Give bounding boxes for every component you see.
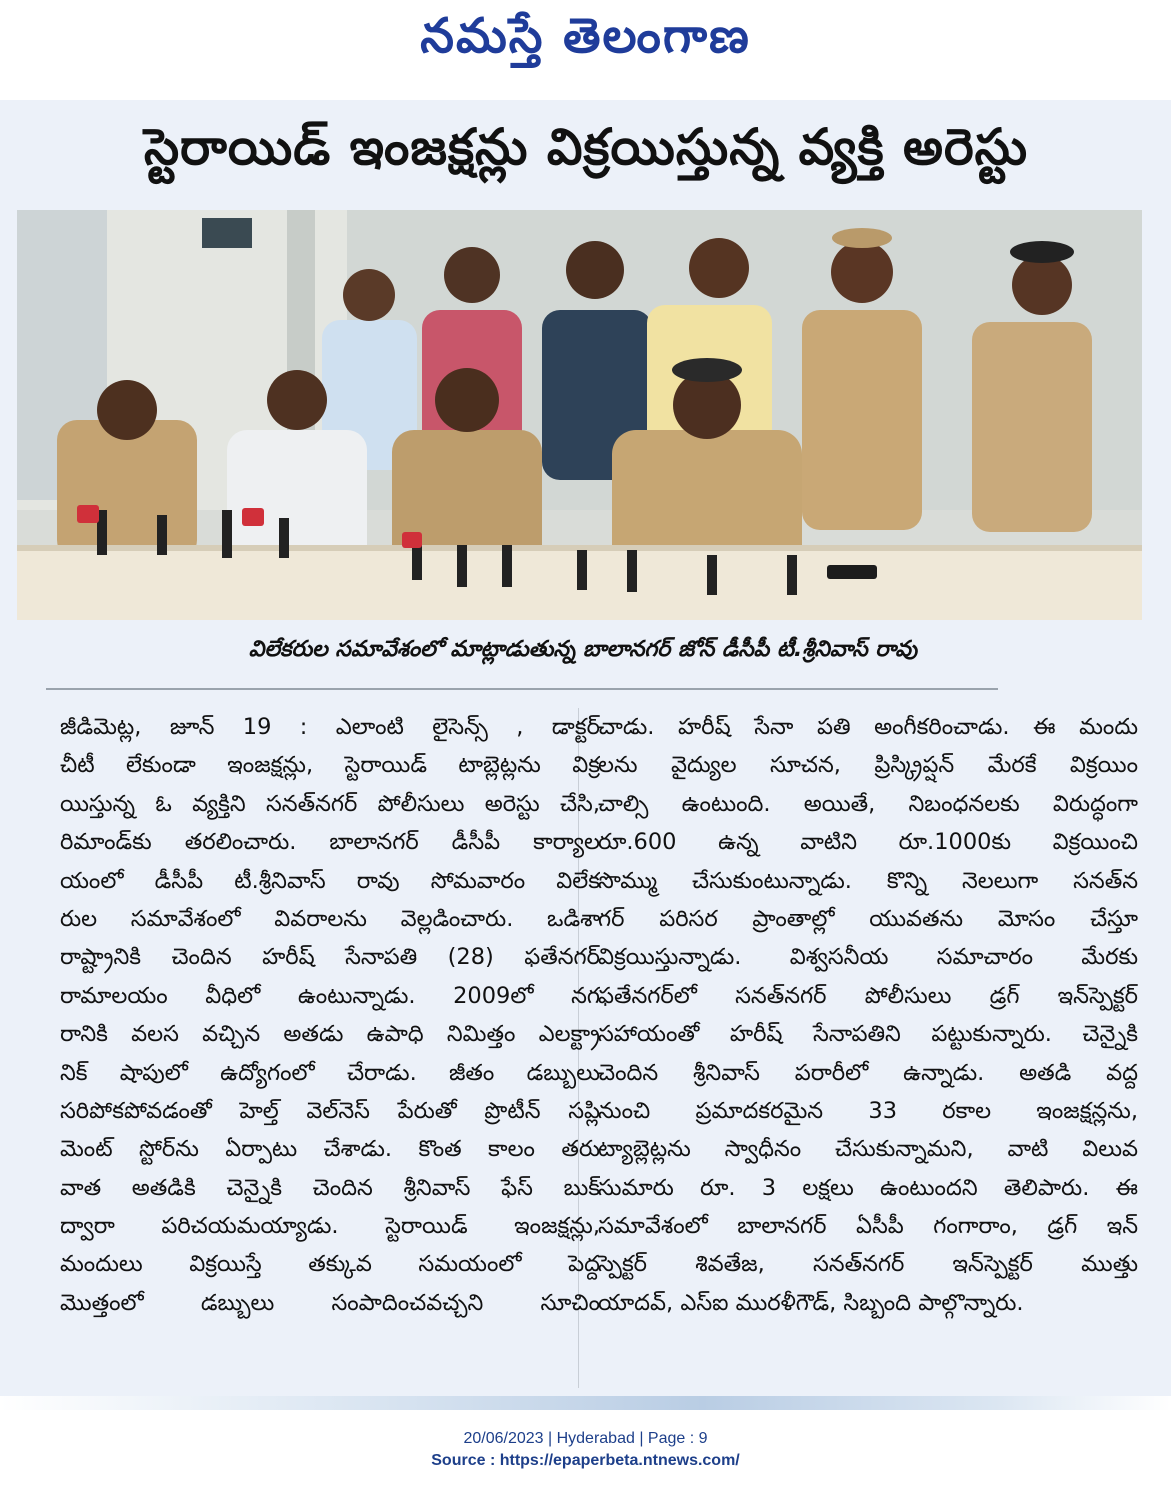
article-column-left bbox=[60, 708, 600, 1322]
text-line: రామాలయం వీధిలో ఉంటున్నాడు. 2009లో నగ bbox=[60, 982, 600, 1009]
footer bbox=[0, 1428, 1171, 1472]
text-line: చాల్సి ఉంటుంది. అయితే, నిబంధనలకు విరుద్ధంగా bbox=[598, 790, 1138, 817]
text-line: మొత్తంలో డబ్బులు సంపాదించవచ్చని సూచిం bbox=[60, 1289, 600, 1316]
photo-caption: విలేకరుల సమావేశంలో మాట్లాడుతున్న బాలానగర్ జోన్ డీసీపీ టీ.శ్రీనివాస్ రావు bbox=[248, 637, 918, 662]
dateline: 20/06/2023 | Hyderabad | Page : 9 bbox=[463, 1430, 708, 1447]
text-line: చాడు. హరీష్ సేనా పతి అంగీకరించాడు. ఈ మందు bbox=[598, 714, 1138, 740]
newspaper-logo: నమస్తే తెలంగాణ bbox=[420, 8, 751, 64]
text-line: రూ.600 ఉన్న వాటిని రూ.1000కు విక్రయించి bbox=[598, 829, 1138, 856]
text-line: మందులు విక్రయిస్తే తక్కువ సమయంలో పెద్ద bbox=[60, 1251, 600, 1278]
text-line: వాత అతడికి చెన్నైకి చెందిన శ్రీనివాస్ ఫేస్ బుక్ bbox=[60, 1174, 600, 1201]
text-line: సహాయంతో హరీష్ సేనాపతిని పట్టుకున్నారు. చెన్నైకి bbox=[598, 1021, 1138, 1048]
text-line: రుల సమావేశంలో వివరాలను వెల్లడించారు. ఒడిశా bbox=[60, 905, 600, 932]
text-line: మెంట్ స్టోర్‌ను ఏర్పాటు చేశాడు. కొంత కాలం తరు bbox=[60, 1136, 600, 1163]
text-line: లను వైద్యుల సూచన, ప్రిస్క్రిప్షన్ మేరకే విక్రయిం bbox=[598, 752, 1138, 779]
text-line: ట్యాబ్లెట్లను స్వాధీనం చేసుకున్నామని, వాటి విలువ bbox=[598, 1136, 1138, 1163]
text-line: గర్ పరిసర ప్రాంతాల్లో యువతను మోసం చేస్తూ bbox=[598, 905, 1138, 932]
text-line: యాదవ్, ఎస్ఐ మురళీగౌడ్, సిబ్బంది పాల్గొన్నారు. bbox=[598, 1289, 1024, 1316]
text-line: సుమారు రూ. 3 లక్షలు ఉంటుందని తెలిపారు. ఈ bbox=[598, 1174, 1138, 1201]
text-line: సమావేశంలో బాలానగర్ ఏసీపీ గంగారాం, డ్రగ్ ఇన్ bbox=[598, 1213, 1138, 1240]
text-line: స్పెక్టర్ శివతేజ, సనత్‌నగర్ ఇన్‌స్పెక్టర్ ముత్తు bbox=[598, 1251, 1138, 1278]
text-line: సరిపోకపోవడంతో హెల్త్ వెల్‌నెస్ పేరుతో ప్రొటీన్ సప్లి bbox=[60, 1097, 600, 1124]
text-line: రాష్ట్రానికి చెందిన హరీష్ సేనాపతి (28) ఫతేనగర్ bbox=[60, 944, 600, 971]
masthead bbox=[0, 0, 1171, 72]
text-line: యంలో డీసీపీ టీ.శ్రీనివాస్ రావు సోమవారం విలేక bbox=[60, 867, 600, 894]
text-line: యిస్తున్న ఓ వ్యక్తిని సనత్‌నగర్ పోలీసులు అరెస్టు చేసి, bbox=[60, 790, 600, 817]
text-line: చెందిన శ్రీనివాస్ పరారీలో ఉన్నాడు. అతడి వద్ద bbox=[598, 1059, 1138, 1086]
text-line: చీటీ లేకుండా ఇంజక్షన్లు, స్టెరాయిడ్ టాబ్లెట్లను విక్ర bbox=[60, 752, 600, 779]
text-line: విక్రయిస్తున్నాడు. విశ్వసనీయ సమాచారం మేరకు bbox=[598, 944, 1138, 971]
headline: స్టెరాయిడ్ ఇంజక్షన్లు విక్రయిస్తున్న వ్యక్తి అరెస్టు bbox=[143, 117, 1029, 176]
press-meet-photo-illustration bbox=[17, 210, 1142, 620]
text-line: నిక్ షాపులో ఉద్యోగంలో చేరాడు. జీతం డబ్బులు bbox=[60, 1059, 600, 1086]
text-line: రానికి వలస వచ్చిన అతడు ఉపాధి నిమిత్తం ఎలక్ట్రా bbox=[60, 1021, 600, 1048]
text-line: సొమ్ము చేసుకుంటున్నాడు. కొన్ని నెలలుగా సనత్‌న bbox=[598, 867, 1138, 894]
text-line: నుంచి ప్రమాదకరమైన 33 రకాల ఇంజక్షన్లను, bbox=[598, 1097, 1138, 1124]
text-line: జీడిమెట్ల, జూన్ 19 : ఎలాంటి లైసెన్స్ , డాక్టర్ bbox=[60, 714, 600, 740]
footer-decoration bbox=[0, 1396, 1171, 1410]
text-line: ఫతేనగర్‌లో సనత్‌నగర్ పోలీసులు డ్రగ్ ఇన్‌స్పెక్టర్ bbox=[598, 982, 1138, 1009]
source-link[interactable]: Source : https://epaperbeta.ntnews.com/ bbox=[431, 1452, 740, 1469]
text-line: రిమాండ్‌కు తరలించారు. బాలానగర్ డీసీపీ కార్యాల bbox=[60, 829, 600, 856]
press-meet-photo bbox=[17, 210, 1142, 620]
article-column-right bbox=[598, 708, 1138, 1322]
caption-divider bbox=[46, 688, 998, 690]
text-line: ద్వారా పరిచయమయ్యాడు. స్టెరాయిడ్ ఇంజక్షన్లు, bbox=[60, 1213, 600, 1240]
